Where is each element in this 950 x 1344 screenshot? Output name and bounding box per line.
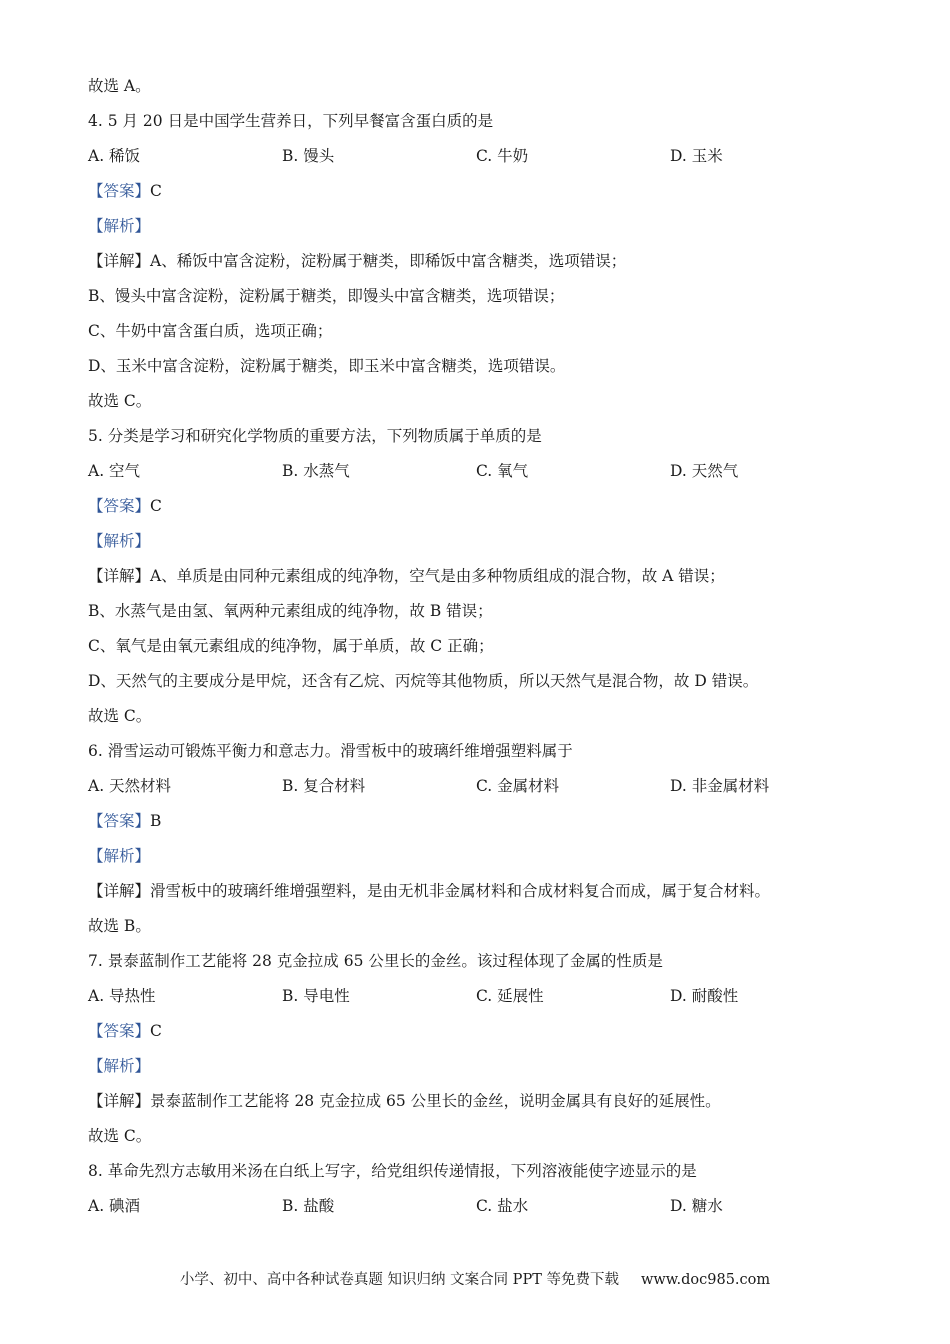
option-a: A. 导热性 [88, 987, 156, 1005]
detail-text: A、稀饭中富含淀粉，淀粉属于糖类，即稀饭中富含糖类，选项错误； [150, 252, 627, 270]
option-d: D. 糖水 [670, 1197, 723, 1215]
detail-text: 景泰蓝制作工艺能将 28 克金拉成 65 公里长的金丝，说明金属具有良好的延展性。 [150, 1092, 721, 1110]
analysis-tag: 【解析】 [88, 847, 151, 865]
answer-tag: 【答案】 [88, 497, 151, 515]
detail-line [88, 251, 626, 271]
detail-line: B、馒头中富含淀粉，淀粉属于糖类，即馒头中富含糖类，选项错误； [88, 287, 565, 305]
conclusion-text: 故选 A。 [88, 77, 151, 95]
answer-value: C [150, 497, 162, 515]
detail-line: B、水蒸气是由氢、氧两种元素组成的纯净物，故 B 错误； [88, 602, 493, 620]
answer-value: C [150, 1022, 162, 1040]
detail-line [88, 881, 770, 901]
analysis-tag: 【解析】 [88, 532, 151, 550]
option-c: C. 延展性 [476, 987, 544, 1005]
answer-value: C [150, 182, 162, 200]
option-a: A. 碘酒 [88, 1197, 141, 1215]
option-b: B. 水蒸气 [282, 462, 350, 480]
detail-line: D、天然气的主要成分是甲烷，还含有乙烷、丙烷等其他物质，所以天然气是混合物，故 D 错误。 [88, 672, 759, 690]
detail-line: D、玉米中富含淀粉，淀粉属于糖类，即玉米中富含糖类，选项错误。 [88, 357, 566, 375]
detail-tag: 【详解】 [88, 567, 151, 585]
option-b: B. 馒头 [282, 147, 335, 165]
detail-tag: 【详解】 [88, 1092, 151, 1110]
answer-line [88, 1021, 162, 1041]
footer-text: 小学、初中、高中各种试卷真题 知识归纳 文案合同 PPT 等免费下载 [179, 1272, 619, 1288]
question-7: 7. 景泰蓝制作工艺能将 28 克金拉成 65 公里长的金丝。该过程体现了金属的性质是 [88, 952, 663, 970]
option-c: C. 金属材料 [476, 777, 560, 795]
option-c: C. 氧气 [476, 462, 529, 480]
question-5: 5. 分类是学习和研究化学物质的重要方法，下列物质属于单质的是 [88, 427, 542, 445]
answer-line [88, 811, 161, 831]
answer-tag: 【答案】 [88, 812, 151, 830]
detail-line: C、牛奶中富含蛋白质，选项正确； [88, 322, 333, 340]
option-d: D. 天然气 [670, 462, 739, 480]
option-a: A. 天然材料 [88, 777, 172, 795]
analysis-tag: 【解析】 [88, 1057, 151, 1075]
answer-line [88, 496, 162, 516]
option-d: D. 玉米 [670, 147, 723, 165]
option-b: B. 复合材料 [282, 777, 366, 795]
question-4: 4. 5 月 20 日是中国学生营养日，下列早餐富含蛋白质的是 [88, 112, 494, 130]
option-a: A. 空气 [88, 462, 141, 480]
answer-tag: 【答案】 [88, 1022, 151, 1040]
option-d: D. 非金属材料 [670, 777, 770, 795]
option-b: B. 盐酸 [282, 1197, 335, 1215]
option-d: D. 耐酸性 [670, 987, 739, 1005]
conclusion-text: 故选 C。 [88, 392, 152, 410]
footer-link[interactable]: www.doc985.com [640, 1272, 771, 1288]
option-b: B. 导电性 [282, 987, 350, 1005]
analysis-tag: 【解析】 [88, 217, 151, 235]
option-c: C. 盐水 [476, 1197, 529, 1215]
answer-value: B [150, 812, 162, 830]
question-8: 8. 革命先烈方志敏用米汤在白纸上写字，给党组织传递情报，下列溶液能使字迹显示的是 [88, 1162, 697, 1180]
conclusion-text: 故选 B。 [88, 917, 151, 935]
option-c: C. 牛奶 [476, 147, 529, 165]
conclusion-text: 故选 C。 [88, 1127, 152, 1145]
detail-text: 滑雪板中的玻璃纤维增强塑料，是由无机非金属材料和合成材料复合而成，属于复合材料。 [150, 882, 771, 900]
answer-tag: 【答案】 [88, 182, 151, 200]
detail-text: A、单质是由同种元素组成的纯净物，空气是由多种物质组成的混合物，故 A 错误； [150, 567, 725, 585]
answer-line [88, 181, 162, 201]
detail-line [88, 1091, 721, 1111]
page-footer [0, 1270, 950, 1290]
question-6: 6. 滑雪运动可锻炼平衡力和意志力。滑雪板中的玻璃纤维增强塑料属于 [88, 742, 573, 760]
conclusion-text: 故选 C。 [88, 707, 152, 725]
detail-line: C、氧气是由氧元素组成的纯净物，属于单质，故 C 正确； [88, 637, 494, 655]
detail-line [88, 566, 725, 586]
option-a: A. 稀饭 [88, 147, 141, 165]
detail-tag: 【详解】 [88, 882, 151, 900]
detail-tag: 【详解】 [88, 252, 151, 270]
